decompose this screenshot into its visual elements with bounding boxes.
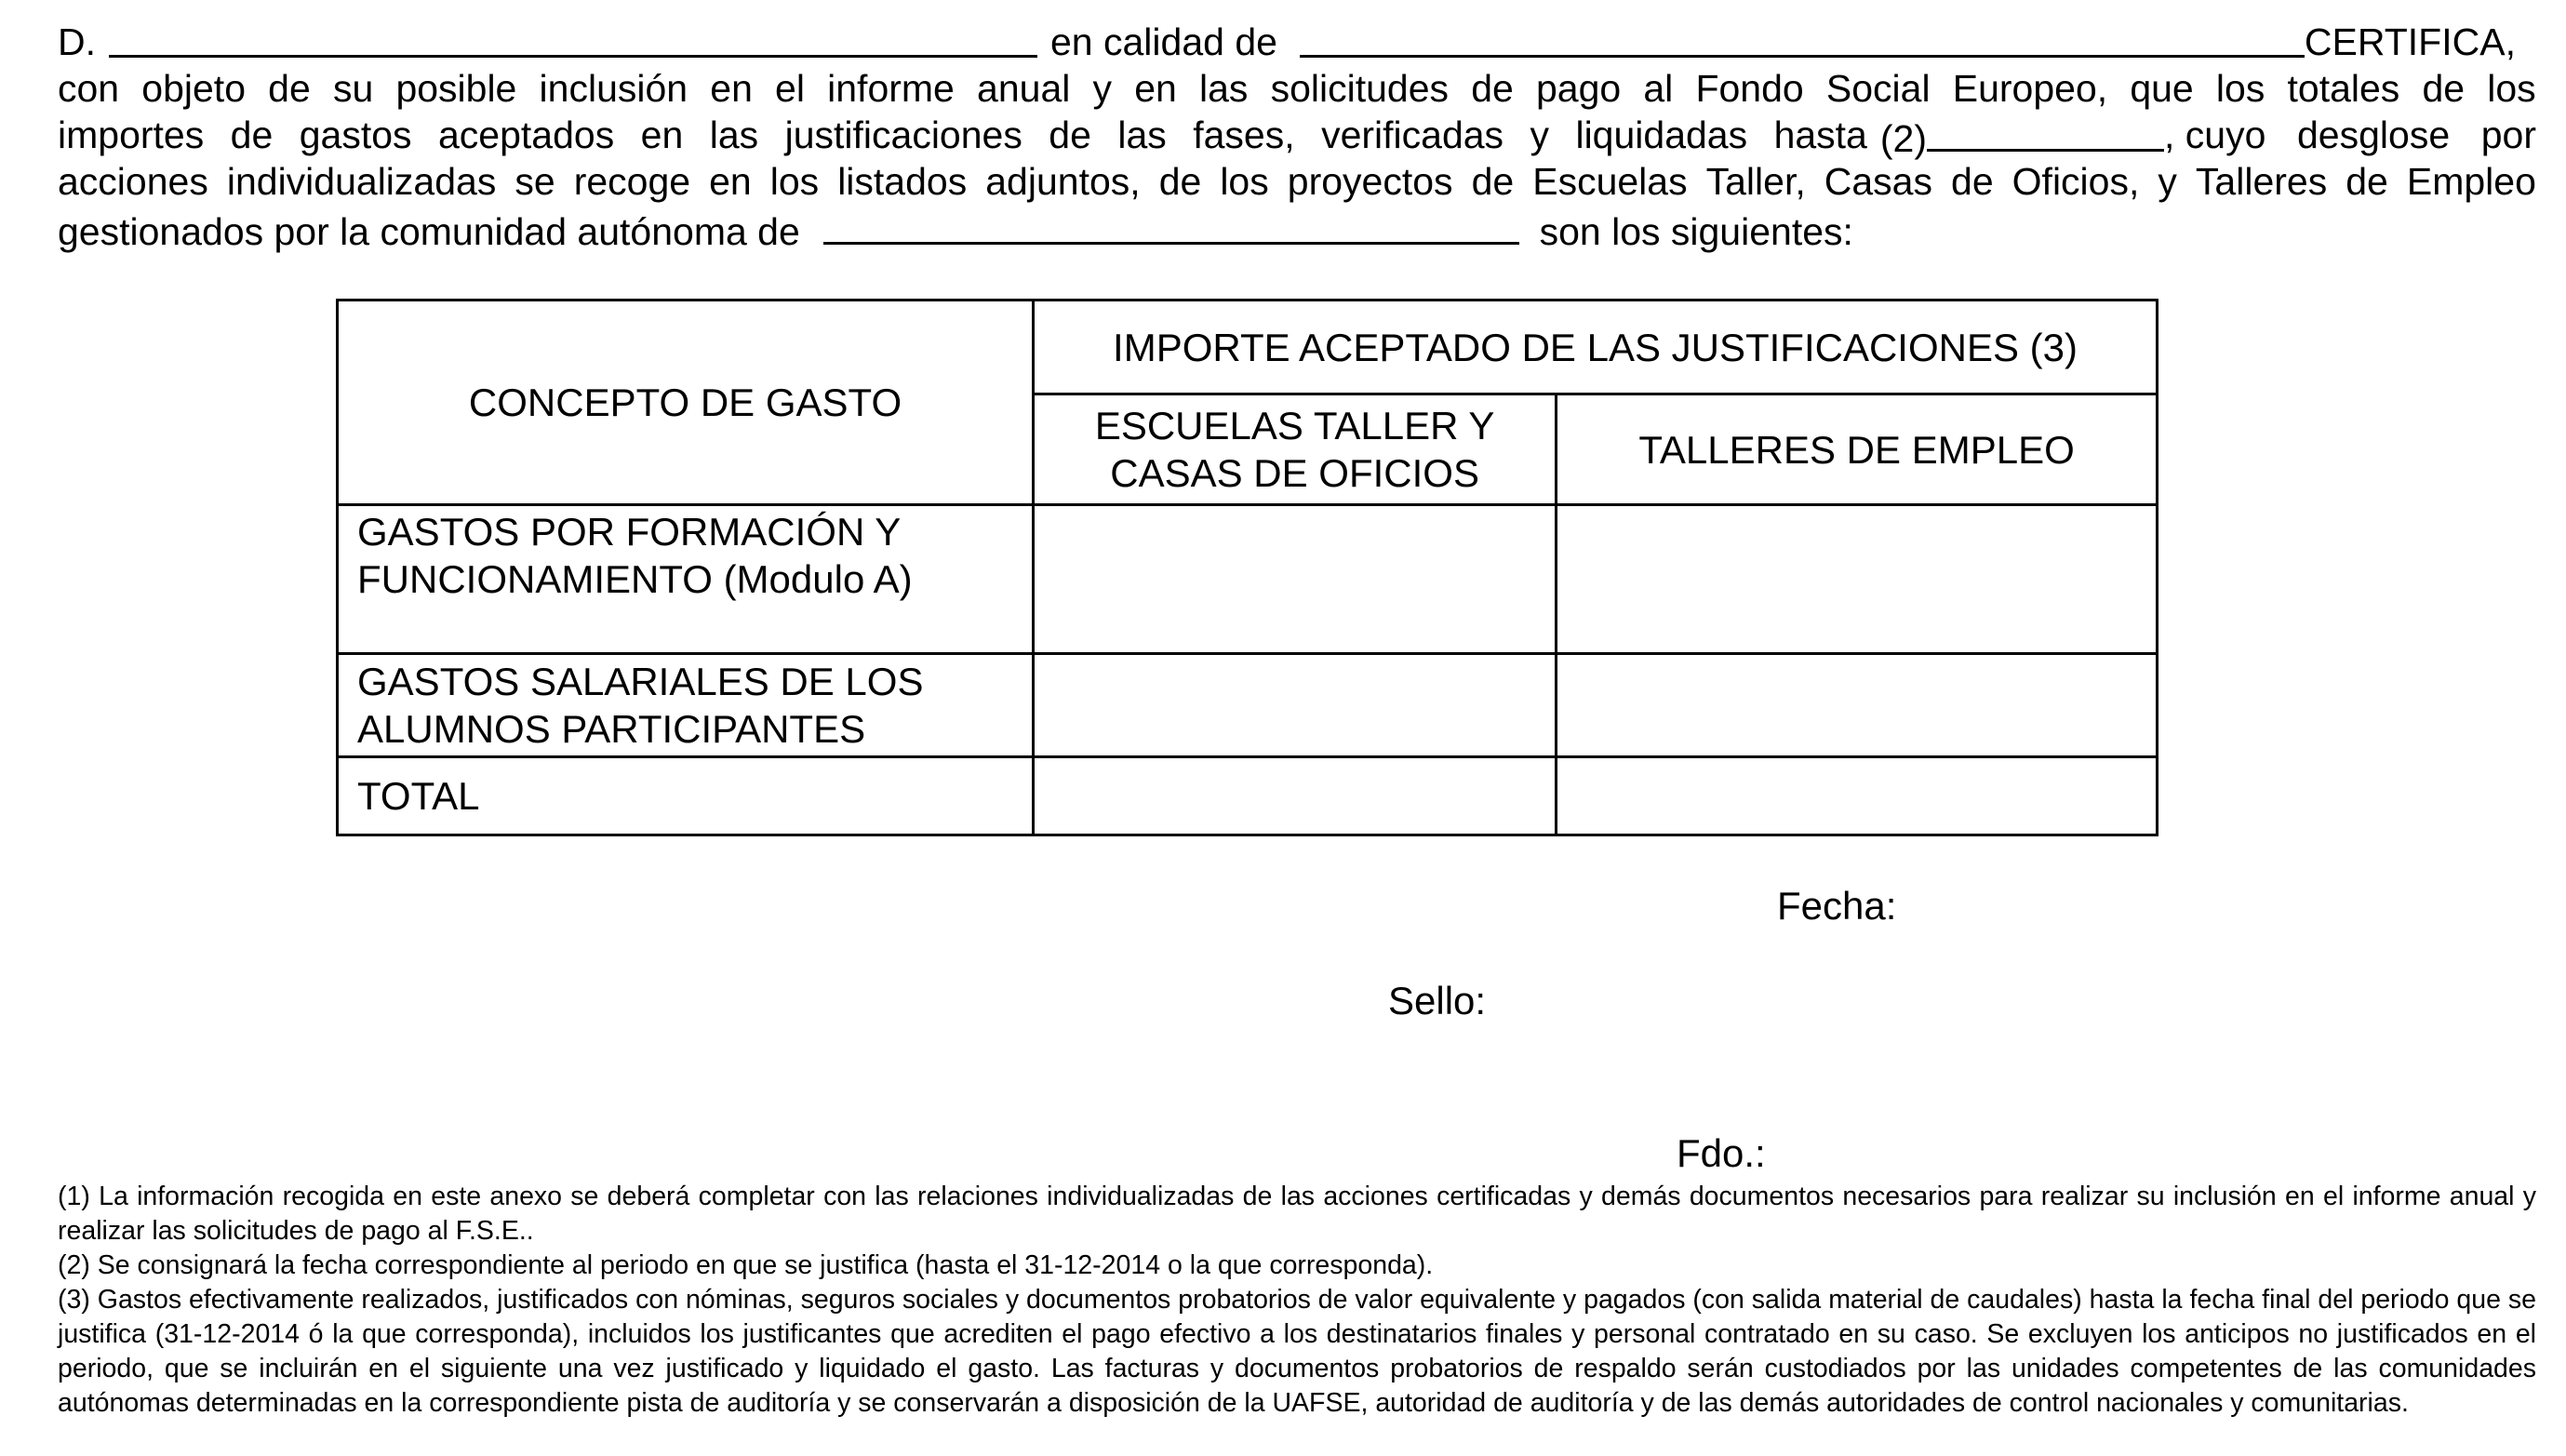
row-total-label: TOTAL [357,774,480,818]
intro-line-3-word: gastos [299,114,412,156]
intro-line-3 [58,112,2536,158]
intro-line-2-word: informe [827,67,955,110]
intro-line-1 [58,19,2536,65]
intro-line-2-word: Social [1825,67,1931,110]
fecha-label: Fecha: [1777,884,1897,928]
fdo-label: Fdo.: [1677,1131,1766,1175]
header-concepto [338,301,1034,505]
intro-line-4-word: Talleres [2195,160,2328,203]
intro-line-2-word: los [2487,67,2536,110]
intro-line-2-word: Fondo [1695,67,1804,110]
intro-line-2-word: y [1092,67,1113,110]
intro-line-2-word: anual [977,67,1071,110]
header-talleres-text: TALLERES DE EMPLEO [1638,427,2075,472]
intro-line-2-word: inclusión [539,67,688,110]
row-concepto-line2: FUNCIONAMIENTO (Modulo A) [357,557,913,601]
date-blank [1927,112,2164,152]
intro-line-2-word: totales [2287,67,2400,110]
intro-paragraph [58,19,2536,251]
footnote-2: (2) Se consignará la fecha correspondiente al periodo en que se justifica (hasta el 31-12-2014 o la que corresponda). [58,1250,1434,1280]
intro-line-2-word: de [1471,67,1514,110]
role-blank [1300,20,2305,58]
intro-line-4-word: Taller, [1705,160,1806,203]
intro-line-3-word: verificadas [1321,114,1504,156]
intro-line-3-word: fases, [1193,114,1295,156]
intro-line-4-word: de [1158,160,1202,203]
intro-line-2-word: en [710,67,753,110]
table-row [338,654,2158,757]
intro-line-2-word: solicitudes [1270,67,1450,110]
intro-line-2-word: posible [395,67,517,110]
intro-line-4-word: los [769,160,820,203]
expense-table [336,299,2158,836]
intro-line-3-word: de [230,114,274,156]
intro-line-4-word: se [515,160,555,203]
intro-line-2-word: al [1643,67,1674,110]
row-concepto-line1: GASTOS SALARIALES DE LOS [357,660,924,703]
intro-line-3-text [58,112,1867,158]
cell-talleres[interactable] [1557,505,2158,654]
cell-escuelas[interactable] [1034,654,1557,757]
intro-line-4-word: Casas [1824,160,1932,203]
name-blank [109,20,1037,58]
date-ref-number: (2) [1879,117,1927,160]
intro-line-4-word: proyectos [1287,160,1453,203]
intro-line-3-word: y [1530,114,1550,156]
intro-line-3-end-word: , cuyo [2164,114,2266,156]
intro-line-2-word: con [58,67,120,110]
intro-line-4-word: y [2158,160,2177,203]
intro-line-4-word: de [1951,160,1994,203]
footnotes [58,1180,2536,1421]
cell-escuelas-total[interactable] [1034,757,1557,835]
intro-line-4-word: los [1220,160,1269,203]
intro-line-4-word: acciones [58,160,208,203]
sello-label: Sello: [1388,979,1487,1022]
header-escuelas-line2: CASAS DE OFICIOS [1110,451,1479,495]
header-concepto-text: CONCEPTO DE GASTO [468,381,902,424]
cell-talleres[interactable] [1557,654,2158,757]
intro-line-2-word: Europeo, [1952,67,2108,110]
table-header-row-1 [338,301,2158,394]
row-concepto-total [338,757,1034,835]
intro-line-4-word: Oficios, [2011,160,2140,203]
intro-line-4-word: adjuntos, [985,160,1141,203]
closing-label: son los siguientes: [1539,210,1853,253]
table-row-total [338,757,2158,835]
intro-line-2-word: pago [1535,67,1622,110]
header-importe-text: IMPORTE ACEPTADO DE LAS JUSTIFICACIONES (3) [1113,325,2078,369]
intro-line-3-end-word: desglose [2297,114,2451,156]
intro-line-4 [58,158,2536,205]
community-label: gestionados por la comunidad autónoma de [58,210,800,253]
intro-line-3-word: en [640,114,684,156]
intro-line-4-word: Empleo [2406,160,2536,203]
intro-line-3-word: las [1117,114,1167,156]
intro-line-3-end-word: por [2480,114,2536,156]
cell-escuelas[interactable] [1034,505,1557,654]
intro-line-2-word: objeto [141,67,246,110]
intro-line-5 [58,205,2536,251]
intro-line-3-word: importes [58,114,205,156]
cell-talleres-total[interactable] [1557,757,2158,835]
intro-line-2-word: los [2215,67,2265,110]
header-talleres [1557,394,2158,505]
row-concepto-line2: ALUMNOS PARTICIPANTES [357,707,866,751]
footnote-3: (3) Gastos efectivamente realizados, justificados con nóminas, seguros sociales y documentos probatorios de valor equivalente y pagados (con salida material de caudales) hasta la fecha final del periodo que se justifica (31-12-2014 ó la que corresponda), incluidos los justificantes que acrediten el pago efectivo a los destinatarios finales y personal contratado en su caso. Se excluyen los anticipos no justificados en el periodo, que se incluirán en el siguiente una vez justificado y liquidado el gasto. Las facturas y documentos probatorios de respaldo serán custodiados por las unidades competentes de las comunidades autónomas determinadas en la correspondiente pista de auditoría y se conservarán a disposición de la UAFSE, autoridad de auditoría y de las demás autoridades de control nacionales y comunitarias. [58,1285,2536,1418]
intro-line-3-end [2164,112,2536,158]
intro-line-2-word: el [775,67,805,110]
intro-line-3-word: hasta [1773,114,1867,156]
community-blank [823,205,1519,245]
certifica-label: CERTIFICA, [2304,20,2516,63]
row-concepto-line1: GASTOS POR FORMACIÓN Y [357,510,902,554]
intro-line-4-word: recoge [573,160,691,203]
intro-line-2-word: su [332,67,374,110]
table-row [338,505,2158,654]
intro-line-4-word: de [2345,160,2388,203]
intro-line-3-word: de [1049,114,1091,156]
intro-line-3-word: justificaciones [784,114,1022,156]
intro-line-3-word: aceptados [438,114,615,156]
intro-role-label: en calidad de [1050,20,1277,63]
header-escuelas-line1: ESCUELAS TALLER Y [1094,404,1495,447]
intro-line-2-word: que [2130,67,2194,110]
row-concepto [338,654,1034,757]
intro-line-4-word: de [1471,160,1515,203]
intro-line-2-word: de [2422,67,2466,110]
intro-line-4-word: en [709,160,752,203]
footnote-1: (1) La información recogida en este anexo se deberá completar con las relaciones individualizadas de las acciones certificadas y demás documentos necesarios para realizar su inclusión en el informe anual y realizar las solicitudes de pago al F.S.E.. [58,1182,2536,1246]
date-ref [1880,112,2164,158]
intro-line-2-word: las [1198,67,1249,110]
row-concepto [338,505,1034,654]
intro-line-4-word: Escuelas [1532,160,1688,203]
header-importe [1034,301,2158,394]
intro-line-2-word: de [268,67,311,110]
intro-line-2-word: en [1134,67,1177,110]
intro-line-4-word: individualizadas [226,160,497,203]
intro-line-3-word: las [709,114,759,156]
header-escuelas [1034,394,1557,505]
intro-prefix: D. [58,20,96,63]
intro-line-2 [58,65,2536,112]
intro-line-3-word: liquidadas [1575,114,1748,156]
intro-line-4-word: listados [837,160,968,203]
